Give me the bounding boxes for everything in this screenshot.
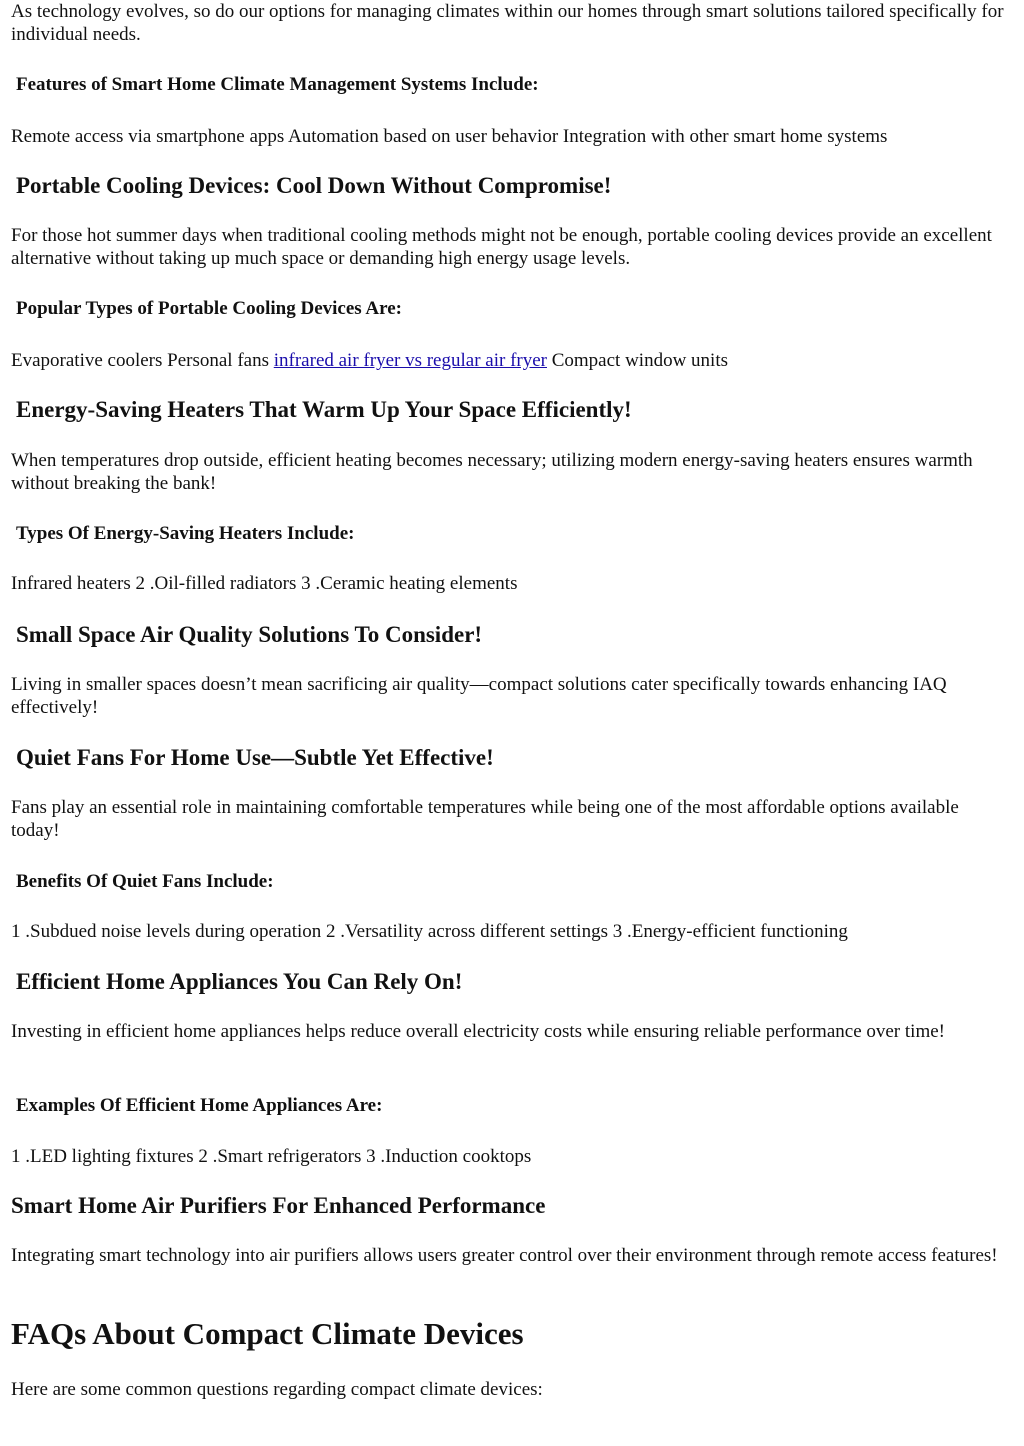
heater-types-paragraph: Infrared heaters 2 .Oil-filled radiators 3 .Ceramic heating elements: [11, 573, 518, 594]
air-purifiers-paragraph: Integrating smart technology into air purifiers allows users greater control over their environment through remote access features!: [11, 1245, 998, 1266]
popular-types-text-end: Compact window units: [546, 350, 729, 371]
features-paragraph: Remote access via smartphone apps Automation based on user behavior Integration with other smart home systems: [11, 126, 888, 147]
popular-types-text-start: Evaporative coolers Personal fans: [11, 350, 274, 371]
efficient-appliances-heading: Efficient Home Appliances You Can Rely On!: [16, 969, 463, 994]
quiet-fans-paragraph: Fans play an essential role in maintaining comfortable temperatures while being one of the most affordable options available today!: [11, 797, 959, 841]
air-quality-paragraph: Living in smaller spaces doesn’t mean sacrificing air quality—compact solutions cater specifically towards enhancing IAQ effectively!: [11, 674, 947, 718]
energy-heaters-paragraph: When temperatures drop outside, efficient heating becomes necessary; utilizing modern energy-saving heaters ensures warmth without breaking the bank!: [11, 450, 973, 494]
faq-heading: FAQs About Compact Climate Devices: [11, 1316, 524, 1351]
infrared-air-fryer-link[interactable]: infrared air fryer vs regular air fryer: [273, 350, 547, 371]
appliance-examples-heading: Examples Of Efficient Home Appliances Are:: [16, 1095, 383, 1116]
portable-cooling-heading: Portable Cooling Devices: Cool Down Without Compromise!: [16, 173, 612, 198]
fan-benefits-paragraph: 1 .Subdued noise levels during operation 2 .Versatility across different settings 3 .Energy-efficient functioning: [11, 921, 848, 942]
portable-cooling-paragraph: For those hot summer days when traditional cooling methods might not be enough, portable cooling devices provide an excellent alternative without taking up much space or demanding high energy usage levels.: [11, 225, 992, 269]
efficient-appliances-paragraph: Investing in efficient home appliances helps reduce overall electricity costs while ensuring reliable performance over time!: [11, 1021, 945, 1042]
air-purifiers-heading: Smart Home Air Purifiers For Enhanced Performance: [11, 1193, 546, 1218]
intro-paragraph: As technology evolves, so do our options for managing climates within our homes through smart solutions tailored specifically for individual needs.: [11, 1, 1004, 45]
appliance-examples-paragraph: 1 .LED lighting fixtures 2 .Smart refrigerators 3 .Induction cooktops: [11, 1146, 532, 1167]
popular-types-paragraph: [11, 349, 1011, 372]
air-quality-heading: Small Space Air Quality Solutions To Consider!: [16, 622, 483, 647]
heater-types-heading: Types Of Energy-Saving Heaters Include:: [16, 523, 355, 544]
quiet-fans-heading: Quiet Fans For Home Use—Subtle Yet Effective!: [16, 745, 494, 770]
faq-intro-paragraph: Here are some common questions regarding compact climate devices:: [11, 1379, 543, 1400]
popular-types-heading: Popular Types of Portable Cooling Devices Are:: [16, 298, 402, 319]
features-heading: Features of Smart Home Climate Management Systems Include:: [16, 74, 539, 95]
energy-heaters-heading: Energy-Saving Heaters That Warm Up Your Space Efficiently!: [16, 397, 632, 422]
fan-benefits-heading: Benefits Of Quiet Fans Include:: [16, 871, 274, 892]
